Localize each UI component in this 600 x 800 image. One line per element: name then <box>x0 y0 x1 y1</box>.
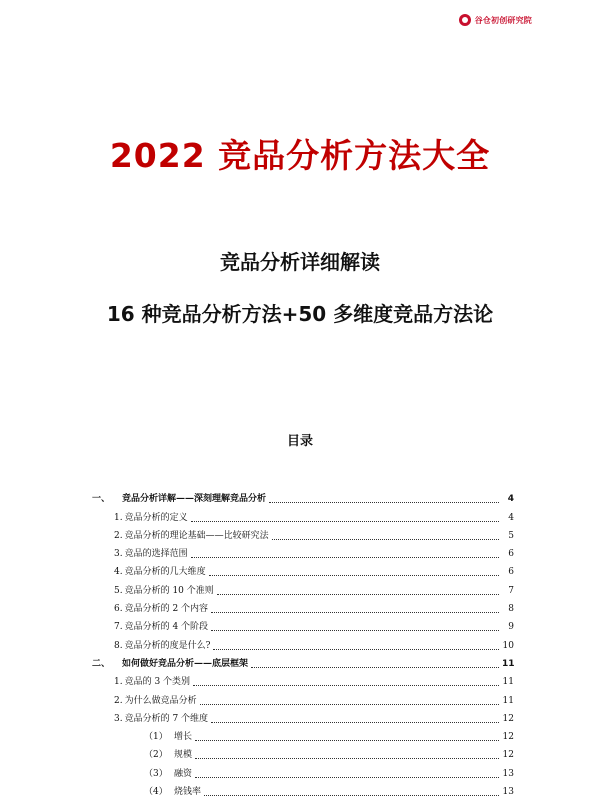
toc-entry-page: 5 <box>508 530 514 541</box>
toc-entry[interactable] <box>92 542 514 560</box>
toc-entry-number: 1. <box>114 512 123 523</box>
toc-entry-page: 9 <box>508 622 514 633</box>
toc-entry-page: 8 <box>508 604 514 615</box>
toc-entry[interactable] <box>92 633 514 651</box>
toc-dot-leader <box>191 557 499 558</box>
brand-name: 谷仓初创研究院 <box>474 15 532 25</box>
toc-entry-number: （4） <box>144 787 168 798</box>
toc-entry-page: 4 <box>508 512 514 523</box>
toc-entry[interactable] <box>92 688 514 706</box>
toc-entry[interactable] <box>92 780 514 798</box>
toc-entry-title: 融资 <box>174 768 193 779</box>
toc-dot-leader <box>191 521 499 522</box>
toc-entry-title: 增长 <box>174 732 193 743</box>
toc-entry-title: 竞品分析的度是什么? <box>124 640 211 651</box>
toc-entry-page: 11 <box>502 677 514 688</box>
toc-entry-page: 12 <box>502 750 514 761</box>
toc-dot-leader <box>211 630 499 631</box>
document-title: 2022 竞品分析方法大全 <box>109 136 491 175</box>
toc-entry-number: 一、 <box>92 494 111 505</box>
toc-dot-leader <box>217 594 499 595</box>
toc-entry-page: 12 <box>502 732 514 743</box>
toc-dot-leader <box>213 649 499 650</box>
toc-entry-title: 竞品分析的 2 个内容 <box>124 604 209 615</box>
toc-entry-page: 13 <box>502 787 514 798</box>
toc-entry[interactable] <box>92 578 514 596</box>
toc-entry-number: （3） <box>144 768 168 779</box>
toc-entry[interactable] <box>92 505 514 523</box>
toc-entry-number: （1） <box>144 732 168 743</box>
toc-entry-title: 规模 <box>174 750 193 761</box>
toc-entry-title: 如何做好竞品分析——底层框架 <box>122 658 249 669</box>
toc-entry[interactable] <box>92 560 514 578</box>
toc-entry-page: 7 <box>508 585 514 596</box>
toc-entry-title: 为什么做竞品分析 <box>124 695 197 706</box>
toc-entry[interactable] <box>92 670 514 688</box>
toc-entry[interactable] <box>92 524 514 542</box>
toc-entry-title: 竞品的 3 个类别 <box>124 677 191 688</box>
toc-entry-number: （2） <box>144 750 168 761</box>
toc-entry-number: 6. <box>114 604 123 615</box>
document-subtitle-1: 竞品分析详细解读 <box>220 250 380 274</box>
document-subtitle-2: 16 种竞品分析方法+50 多维度竞品方法论 <box>106 302 494 326</box>
toc-dot-leader <box>209 575 499 576</box>
toc-entry-number: 2. <box>114 695 123 706</box>
toc-entry-page: 10 <box>502 640 514 651</box>
table-of-contents <box>92 487 514 798</box>
toc-entry-number: 1. <box>114 677 123 688</box>
toc-dot-leader <box>272 539 499 540</box>
toc-entry[interactable] <box>92 487 514 505</box>
toc-entry-number: 3. <box>114 549 123 560</box>
toc-entry-number: 7. <box>114 622 123 633</box>
toc-dot-leader <box>195 740 499 741</box>
toc-entry[interactable] <box>92 743 514 761</box>
toc-entry[interactable] <box>92 597 514 615</box>
toc-dot-leader <box>200 704 499 705</box>
toc-entry-number: 二、 <box>92 658 111 669</box>
toc-entry[interactable] <box>92 615 514 633</box>
toc-entry-number: 4. <box>114 567 123 578</box>
toc-entry[interactable] <box>92 761 514 779</box>
toc-entry-page: 11 <box>502 658 515 669</box>
toc-entry-title: 竞品分析的理论基础——比较研究法 <box>124 530 269 541</box>
toc-entry-title: 竞品分析的 10 个准则 <box>124 585 214 596</box>
brand-circle-icon <box>459 14 471 26</box>
toc-dot-leader <box>204 795 499 796</box>
toc-entry-number: 3. <box>114 713 123 724</box>
toc-entry-title: 竞品分析的 4 个阶段 <box>124 622 209 633</box>
toc-entry[interactable] <box>92 652 514 670</box>
toc-entry-page: 6 <box>508 549 514 560</box>
toc-entry-title: 烧钱率 <box>174 787 202 798</box>
toc-dot-leader <box>211 722 499 723</box>
toc-dot-leader <box>211 612 499 613</box>
toc-dot-leader <box>195 758 499 759</box>
toc-entry-page: 12 <box>502 713 514 724</box>
toc-entry-number: 2. <box>114 530 123 541</box>
toc-entry-number: 8. <box>114 640 123 651</box>
toc-entry-title: 竞品分析详解——深刻理解竞品分析 <box>122 494 267 505</box>
toc-entry-page: 11 <box>502 695 514 706</box>
toc-dot-leader <box>195 777 499 778</box>
toc-entry-page: 6 <box>508 567 514 578</box>
toc-dot-leader <box>193 685 499 686</box>
toc-entry-page: 4 <box>507 494 514 505</box>
toc-entry-number: 5. <box>114 585 123 596</box>
toc-entry-page: 13 <box>502 768 514 779</box>
toc-heading: 目录 <box>286 434 313 449</box>
toc-entry-title: 竞品分析的 7 个维度 <box>124 713 209 724</box>
toc-dot-leader <box>269 502 499 503</box>
toc-entry-title: 竞品分析的定义 <box>124 512 188 523</box>
toc-entry-title: 竞品的选择范围 <box>124 549 188 560</box>
toc-entry[interactable] <box>92 707 514 725</box>
toc-entry-title: 竞品分析的几大维度 <box>124 567 206 578</box>
toc-dot-leader <box>251 667 499 668</box>
brand-header <box>459 14 532 26</box>
toc-entry[interactable] <box>92 725 514 743</box>
